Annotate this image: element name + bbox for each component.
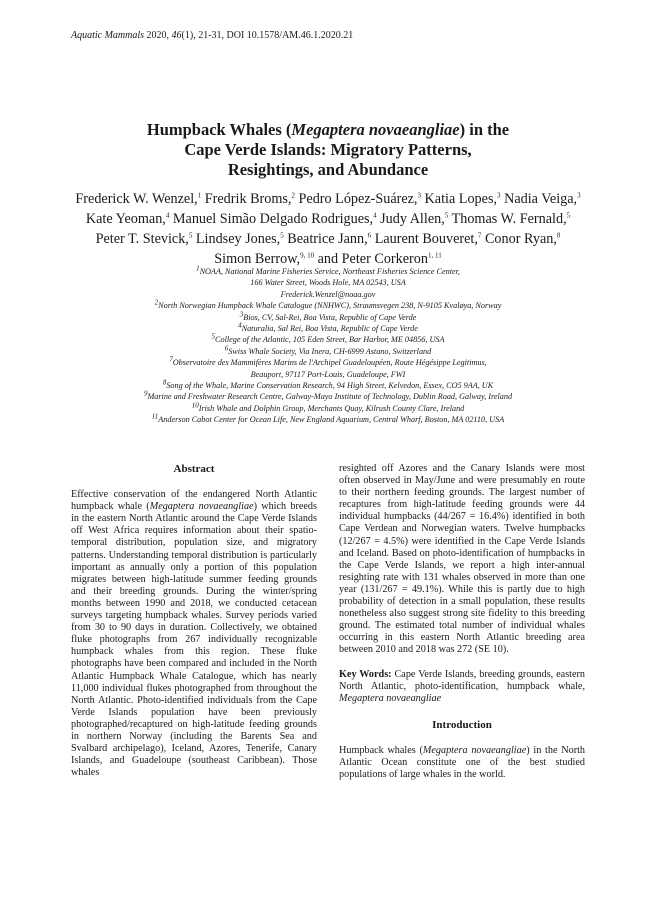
author-name-text: Kate Yeoman, — [85, 211, 166, 227]
author-name-text: Manuel Simão Delgado Rodrigues, — [172, 211, 374, 227]
author-affiliation-number: 2 — [291, 191, 295, 200]
author-name-text: Pedro López-Suárez, — [298, 191, 418, 207]
author-affiliation-number: 5 — [566, 211, 571, 220]
author-name-text: Peter T. Stevick, — [95, 231, 189, 247]
title-line1-pre: Humpback Whales ( — [146, 120, 292, 139]
affiliation-line — [55, 380, 601, 391]
author-name — [452, 211, 571, 227]
author-affiliation-number: 5 — [188, 231, 193, 240]
author-name-text: Lindsey Jones, — [195, 231, 281, 247]
author-affiliation-number: 4 — [373, 211, 377, 220]
affiliation-number: 3 — [239, 309, 244, 318]
abstract-species: Megaptera novaeangliae — [149, 501, 254, 513]
author-affiliation-number: 3 — [577, 191, 581, 200]
author-affiliation-number: 3 — [497, 191, 501, 200]
affiliation-text: Marine and Freshwater Research Centre, Galway-Mayo Institute of Technology, Dublin Road, Galway, Ireland — [147, 392, 513, 402]
affiliation-text: North Norwegian Humpback Whale Catalogue (NNHWC), Straumsvegen 238, N-9105 Kvaløya, Norway — [158, 301, 502, 311]
affiliation-number: 6 — [224, 344, 229, 353]
author-name — [375, 231, 482, 247]
affiliation-text: Bios, CV, Sal-Rei, Boa Vista, Republic of Cape Verde — [243, 312, 417, 322]
author-affiliation-number: 8 — [556, 231, 561, 240]
intro-text-2: ) in the North Atlantic Ocean constitute one of the best studied populations of large whales in the world. — [339, 744, 586, 781]
author-name — [485, 231, 560, 247]
author-name — [287, 231, 371, 247]
intro-species: Megaptera novaeangliae — [422, 744, 527, 756]
affiliation-text: Anderson Cabot Center for Ocean Life, New England Aquarium, Central Wharf, Boston, MA 02110, USA — [158, 415, 505, 425]
keywords-text: Cape Verde Islands, breeding grounds, eastern North Atlantic, photo-identification, humpback whale, — [339, 668, 585, 692]
author-name-text: Conor Ryan, — [484, 231, 557, 247]
affiliation-number: 7 — [169, 355, 173, 364]
affiliation-text: Frederick.Wenzel@noaa.gov — [280, 289, 376, 299]
author-affiliation-number: 1, 11 — [427, 251, 442, 260]
author-name-text: Judy Allen, — [380, 211, 445, 227]
affiliation-list — [55, 266, 601, 426]
affiliation-text: Swiss Whale Society, Via Inera, CH-6999 Astano, Switzerland — [228, 346, 432, 356]
author-name — [425, 191, 501, 207]
affiliation-number: 9 — [143, 389, 148, 398]
abstract-body — [71, 489, 317, 779]
introduction-heading: Introduction — [432, 718, 492, 731]
author-name — [380, 211, 448, 227]
title-line1-post: ) in the — [459, 120, 510, 139]
affiliation-line — [55, 277, 601, 288]
affiliation-number: 11 — [151, 412, 159, 421]
affiliation-line — [55, 346, 601, 357]
author-name-text: Katia Lopes, — [424, 191, 498, 207]
affiliation-number: 4 — [238, 321, 242, 330]
introduction-body — [339, 745, 585, 781]
affiliation-line — [55, 266, 601, 277]
author-affiliation-number: 5 — [280, 231, 284, 240]
affiliation-number: 1 — [196, 264, 200, 273]
author-name — [504, 191, 581, 207]
affiliation-text: Beauport, 97117 Port-Louis, Guadeloupe, FWI — [250, 369, 406, 379]
affiliation-line — [55, 289, 601, 300]
author-name — [86, 211, 170, 227]
affiliation-text: College of the Atlantic, 105 Eden Street, Bar Harbor, ME 04856, USA — [215, 335, 445, 345]
author-affiliation-number: 6 — [367, 231, 372, 240]
affiliation-line — [55, 403, 601, 414]
author-name — [214, 251, 314, 267]
affiliation-text: 166 Water Street, Woods Hole, MA 02543, USA — [250, 278, 406, 288]
author-name-text: Nadia Veiga, — [504, 191, 578, 207]
author-name — [173, 211, 377, 227]
affiliation-text: Observatoire des Mammifères Marins de l'Archipel Guadeloupéen, Route Hégésippe Legitimus, — [172, 358, 487, 368]
abstract-text-1: Effective conservation of the endangered North Atlantic humpback whale ( — [71, 489, 317, 513]
author-name — [196, 231, 284, 247]
affiliation-text: NOAA, National Marine Fisheries Service, Northeast Fisheries Science Center, — [199, 267, 460, 276]
author-name-text: and Peter Corkeron — [317, 251, 428, 267]
affiliation-text: Irish Whale and Dolphin Group, Merchants Quay, Kilrush County Clare, Ireland — [198, 403, 465, 413]
affiliation-line — [55, 334, 601, 345]
journal-issue-pages-doi: (1), 21-31, DOI 10.1578/AM.46.1.2020.21 — [181, 30, 354, 41]
affiliation-number: 2 — [154, 298, 159, 307]
author-affiliation-number: 9, 10 — [300, 251, 315, 260]
author-name — [318, 251, 442, 267]
abstract-heading: Abstract — [173, 463, 215, 475]
affiliation-line — [55, 391, 601, 402]
affiliation-number: 10 — [191, 401, 199, 410]
author-list — [60, 189, 596, 269]
title-line3: Resightings, and Abundance — [227, 160, 429, 179]
journal-volume: 46 — [171, 30, 182, 41]
affiliation-text: Naturalia, Sal Rei, Boa Vista, Republic of Cape Verde — [241, 324, 418, 334]
abstract-text-2: ) which breeds in the eastern North Atlantic around the Cape Verde Islands off West Africa requires information about their spatio-temporal distribution, population size, and migratory patterns. Understanding temporal distribution is particularly important as annually only a portion of this population migrates between high-latitude summer feeding grounds and their breeding grounds. During the winter/spring months between 1990 and 2018, we conducted cetacean surveys targeting humpback whales. Survey periods varied from 30 to 90 days in duration. Collectively, we obtained fluke photographs from 267 individually recognizable humpback whales from this region. These fluke photographs have been compared and included in the North Atlantic Humpback Whale Catalogue, which has nearly 11,000 individual flukes photographed from throughout the North Atlantic. Photo-identified individuals from the Cape Verde Islands population have been previously photographed/recaptured on high-latitude feeding grounds in northern Norway (including the Barents Sea and Svalbard archipelago), Iceland, Azores, Tenerife, Canary Islands, and Guadeloupe (southeast Caribbean). Those whales — [71, 501, 317, 779]
author-affiliation-number: 3 — [417, 191, 421, 200]
affiliation-line — [55, 369, 601, 380]
left-column — [71, 463, 317, 779]
author-name-text: Laurent Bouveret, — [374, 231, 478, 247]
author-name-text: Fredrik Broms, — [204, 191, 292, 207]
intro-text-1: Humpback whales ( — [339, 744, 423, 756]
author-name — [96, 231, 193, 247]
journal-citation — [71, 30, 353, 41]
author-affiliation-number: 5 — [444, 211, 449, 220]
author-name-text: Beatrice Jann, — [287, 231, 368, 247]
title-line2: Cape Verde Islands: Migratory Patterns, — [184, 140, 472, 159]
journal-year: 2020, — [146, 30, 170, 41]
affiliation-text: Song of the Whale, Marine Conservation Research, 94 High Street, Kelvedon, Essex, CO5 9AA, UK — [166, 381, 494, 391]
author-name — [299, 191, 421, 207]
paper-title — [60, 120, 596, 180]
author-affiliation-number: 7 — [477, 231, 482, 240]
author-name-text: Simon Berrow, — [214, 251, 301, 267]
author-name-text: Frederick W. Wenzel, — [75, 191, 198, 207]
keywords-label: Key Words: — [339, 668, 392, 680]
title-species: Megaptera novaeangliae — [291, 120, 460, 139]
affiliation-line — [55, 414, 601, 425]
affiliation-number: 5 — [211, 332, 216, 341]
author-name — [75, 191, 201, 207]
author-affiliation-number: 4 — [165, 211, 170, 220]
author-name-text: Thomas W. Fernald, — [451, 211, 567, 227]
author-affiliation-number: 1 — [197, 191, 202, 200]
author-name — [205, 191, 295, 207]
affiliation-line — [55, 300, 601, 311]
affiliation-line — [55, 323, 601, 334]
affiliation-line — [55, 357, 601, 368]
keywords — [339, 669, 585, 705]
abstract-continued: resighted off Azores and the Canary Islands were most often observed in May/June and were presumably en route to their northern feeding grounds. The largest number of recaptures from high-latitude feeding grounds were 44 individual humpbacks (44/267 = 16.4%) identified in both Cape Verdean and Norwegian waters. Twelve humpbacks (12/267 = 4.5%) were identified in the Cape Verde Islands and Iceland. Based on photo-identification of humpbacks in the Cape Verde Islands, we report a high inter-annual resighting rate with 131 whales observed in more than one year (131/267 = 49.1%). While this is partly due to high probability of detection in a small population, these results nonetheless also suggest strong site fidelity to this breeding ground. The estimated total number of individual whales occurring in this eastern North Atlantic breeding area between 2010 and 2018 was 272 (SE 10). — [339, 463, 585, 656]
keywords-species: Megaptera novaeangliae — [339, 692, 442, 704]
journal-name: Aquatic Mammals — [71, 30, 145, 41]
affiliation-number: 8 — [162, 378, 167, 387]
right-column — [339, 463, 585, 781]
affiliation-line — [55, 309, 601, 323]
